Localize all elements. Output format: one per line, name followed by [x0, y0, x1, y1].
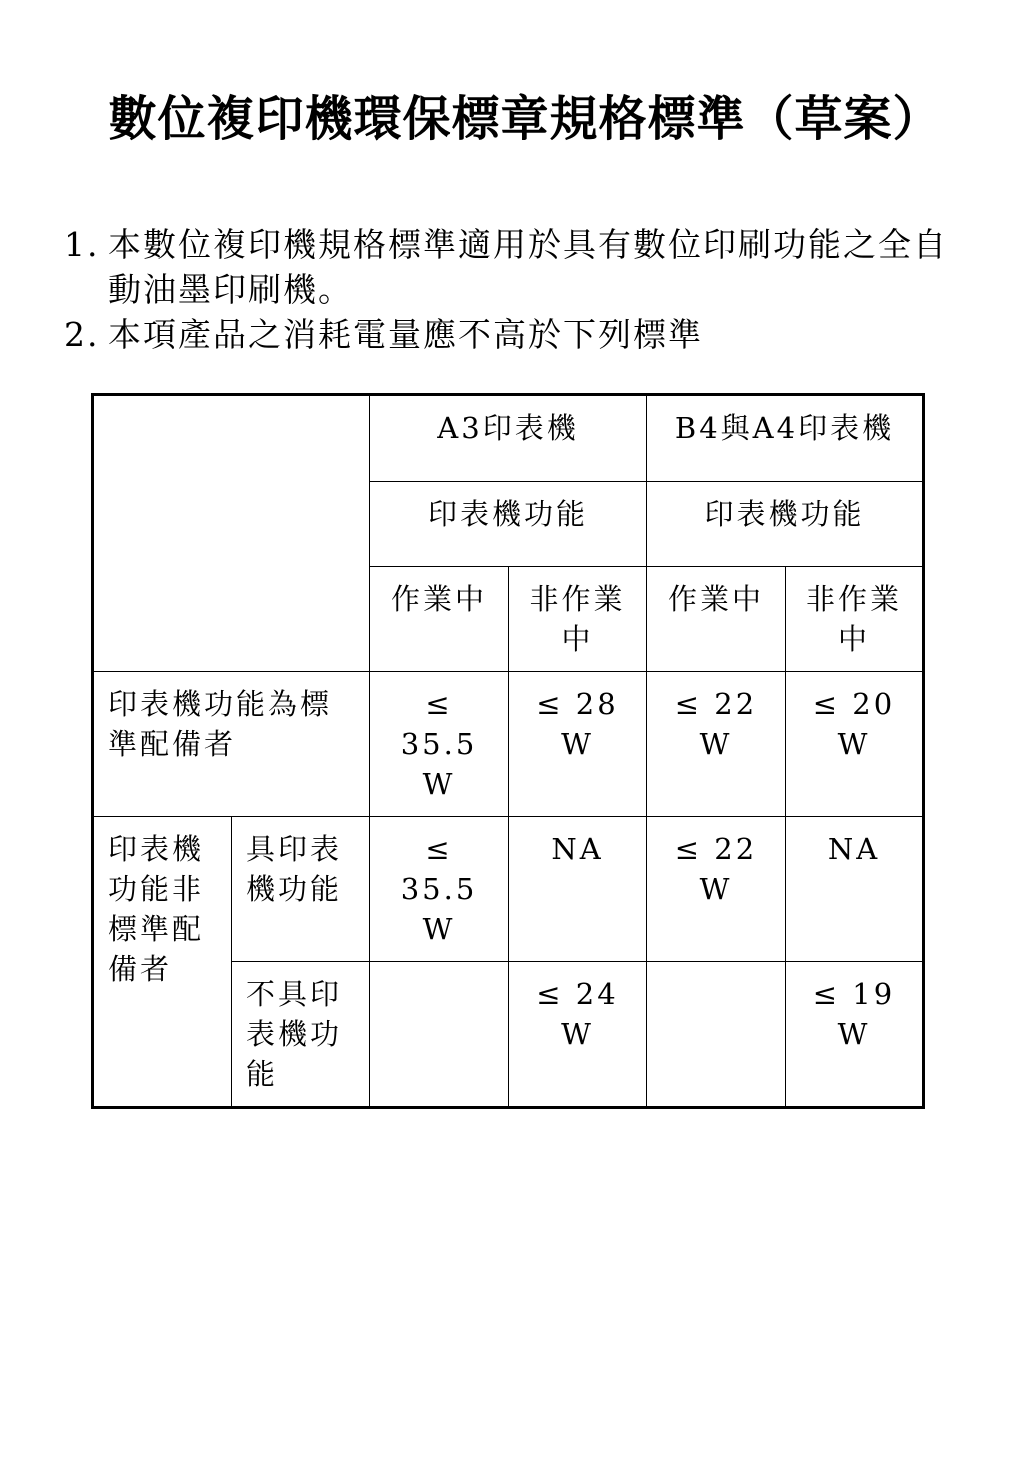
table-cell: NA [509, 817, 647, 962]
table-cell [370, 962, 509, 1108]
table-cell: ≤ 20 W [786, 672, 924, 817]
header-b4-a4-printer: B4與A4印表機 [647, 395, 924, 482]
page-title: 數位複印機環保標章規格標準（草案） [108, 91, 942, 147]
table-cell: ≤ 24 W [509, 962, 647, 1108]
table-cell: ≤ 35.5 W [370, 672, 509, 817]
mode-header-inactive: 非作業中 [786, 567, 924, 672]
table-cell: ≤ 35.5 W [370, 817, 509, 962]
subheader-printer-function: 印表機功能 [647, 482, 924, 567]
row-label-standard: 印表機功能為標準配備者 [93, 672, 370, 817]
item-text: 本數位複印機規格標準適用於具有數位印刷功能之全自動油墨印刷機。 [108, 225, 948, 309]
table-cell: ≤ 22 W [647, 672, 786, 817]
mode-header-active: 作業中 [370, 567, 509, 672]
table-cell [647, 962, 786, 1108]
table-cell: ≤ 19 W [786, 962, 924, 1108]
subheader-printer-function: 印表機功能 [370, 482, 647, 567]
item-text: 本項產品之消耗電量應不高於下列標準 [108, 315, 703, 354]
power-consumption-table [91, 393, 925, 1109]
row-label-nonstandard: 印表機功能非標準配備者 [93, 817, 232, 1108]
header-a3-printer: A3印表機 [370, 395, 647, 482]
table-cell: ≤ 22 W [647, 817, 786, 962]
item-number: 1. [64, 225, 100, 264]
list-item [64, 312, 964, 357]
row-label-without-printer: 不具印表機功能 [232, 962, 370, 1108]
empty-corner-cell [93, 395, 370, 672]
criteria-list [64, 222, 964, 357]
row-label-with-printer: 具印表機功能 [232, 817, 370, 962]
mode-header-active: 作業中 [647, 567, 786, 672]
mode-header-inactive: 非作業中 [509, 567, 647, 672]
table-cell: ≤ 28 W [509, 672, 647, 817]
list-item [64, 222, 964, 312]
item-number: 2. [64, 315, 100, 354]
table-cell: NA [786, 817, 924, 962]
